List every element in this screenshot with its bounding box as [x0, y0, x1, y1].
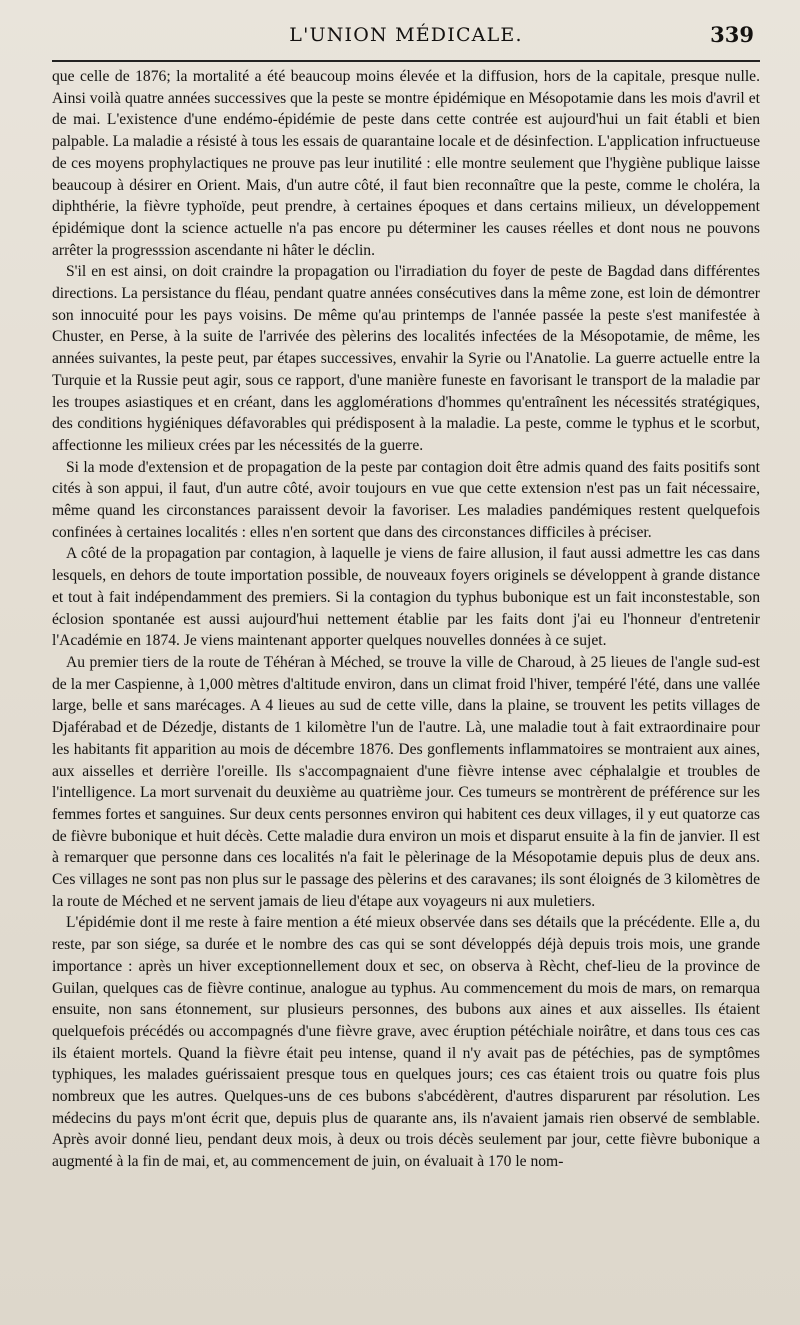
page-header [52, 18, 760, 52]
paragraph-2: S'il en est ainsi, on doit craindre la propagation ou l'irradiation du foyer de peste de Bagdad dans différentes directions. La persistance du fléau, pendant quatre années consécutives dans la même zone, est loin de démontrer son innocuité pour les pays voisins. De même qu'au printemps de l'année passée la peste s'est manifestée à Chuster, en Perse, à la suite de l'arrivée des pèlerins des localités infectées de la Mésopotamie, de même, les années suivantes, la peste peut, par étapes successives, envahir la Syrie ou l'Anatolie. La guerre actuelle entre la Turquie et la Russie peut agir, sous ce rapport, d'une manière funeste en favorisant le transport de la maladie par les troupes asiastiques et en créant, dans les agglomérations d'hommes qu'entraînent les nécessités stratégiques, des conditions hygiéniques défavorables qui prédisposent à la maladie. La peste, comme le typhus et le scorbut, affectionne les milieux crées par les nécessités de la guerre. [52, 263, 760, 454]
page-number: 339 [710, 22, 754, 47]
article-body [52, 66, 760, 1173]
paragraph-4: A côté de la propagation par contagion, à laquelle je viens de faire allusion, il faut aussi admettre les cas dans lesquels, en dehors de toute importation possible, de nouveaux foyers originels se développent à grande distance et tout à fait indépendamment des premiers. Si la contagion du typhus bubonique est un fait inconstestable, son éclosion spontanée est aussi aujourd'hui nettement établie par les faits dont j'ai eu l'honneur d'entretenir l'Académie en 1874. Je viens maintenant apporter quelques nouvelles données à ce sujet. [52, 545, 760, 650]
paragraph-1: que celle de 1876; la mortalité a été beaucoup moins élevée et la diffusion, hors de la capitale, presque nulle. Ainsi voilà quatre années successives que la peste se montre épidémique en Mésopotamie dans les mois d'avril et de mai. L'existence d'une endémo-épidémie de peste dans cette contrée est aujourd'hui un fait établi et bien palpable. La maladie a résisté à tous les essais de quarantaine locale et de désinfection. L'application infructueuse de ces moyens prophylactiques ne prouve pas leur inutilité : elle montre seulement que l'hygiène publique laisse beaucoup à désirer en Orient. Mais, d'un autre côté, il faut bien reconnaître que la peste, comme le choléra, la diphthérie, la fièvre typhoïde, peut prendre, à certaines époques et dans certains milieux, un développement épidémique dont la science actuelle n'a pas encore pu déterminer les causes réelles et dont nous ne pouvons arrêter la progresssion ascendante ni hâter le déclin. [52, 68, 760, 259]
running-head: L'UNION MÉDICALE. [289, 24, 523, 46]
paragraph-5: Au premier tiers de la route de Téhéran à Méched, se trouve la ville de Charoud, à 25 lieues de l'angle sud-est de la mer Caspienne, à 1,000 mètres d'altitude environ, dans un climat froid l'hiver, tempéré l'été, dans une vallée large, belle et sans marécages. A 4 lieues au sud de cette ville, dans la plaine, se trouvent les petits villages de Djaférabad et de Dézedje, distants de 1 kilomètre l'un de l'autre. Là, une maladie tout à fait extraordinaire pour les habitants fit apparition au mois de décembre 1876. Des gonflements inflammatoires se montraient aux aines, aux aisselles et derrière l'oreille. Ils s'accompagnaient d'une fièvre intense avec céphalalgie et troubles de l'intelligence. La mort survenait du deuxième au quatrième jour. Ces tumeurs se montrèrent de préférence sur les femmes fortes et sanguines. Sur deux cents personnes environ qui habitent ces deux villages, il y eut quatorze cas de fièvre bubonique et huit décès. Cette maladie dura environ un mois et disparut ensuite à la fin de janvier. Il est à remarquer que personne dans ces localités n'a fait le pèlerinage de la Mésopotamie depuis plus de deux ans. Ces villages ne sont pas non plus sur le passage des pèlerins et des caravanes; ils sont éloignés de 3 kilomètres de la route de Méched et ne servent jamais de lieu d'étape aux voyageurs ni aux muletiers. [52, 653, 760, 910]
paragraph-6: L'épidémie dont il me reste à faire mention a été mieux observée dans ses détails que la précédente. Elle a, du reste, par son siége, sa durée et le nombre des cas qui se sont développés déjà depuis trois mois, une grande importance : après un hiver exceptionnellement doux et sec, on observa à Rècht, chef-lieu de la province de Guilan, quelques cas de fièvre continue, analogue au typhus. Au commencement du mois de mars, on remarqua ensuite, non sans étonnement, sur plusieurs personnes, des bubons aux aines et aux aisselles. Ils étaient quelquefois précédés ou accompagnés d'une fièvre grave, avec éruption pétéchiale noirâtre, et dans tous ces cas ils étaient mortels. Quand la fièvre était peu intense, quand il n'y avait pas de pétéchies, pas de symptômes typhiques, les malades guérissaient presque tous en quelques jours; ces cas étaient trois ou quatre fois plus nombreux que les autres. Quelques-uns de ces bubons s'abcédèrent, d'autres disparurent par résolution. Les médecins du pays m'ont écrit que, depuis plus de quarante ans, ils n'avaient jamais rien observé de semblable. Après avoir donné lieu, pendant deux mois, à deux ou trois décès seulement par jour, cette fièvre bubonique a augmenté à la fin de mai, et, au commencement de juin, on évaluait à 170 le nom- [52, 914, 760, 1171]
paragraph-3: Si la mode d'extension et de propagation de la peste par contagion doit être admis quand des faits positifs sont cités à son appui, il faut, d'un autre côté, avoir toujours en vue que cette extension n'est pas un fait nécessaire, même quand les circonstances paraissent devoir la favoriser. Les maladies pandémiques restent quelquefois confinées à certaines localités : elles n'en sortent que dans des circonstances difficiles à préciser. [52, 458, 760, 541]
header-rule [52, 60, 760, 62]
